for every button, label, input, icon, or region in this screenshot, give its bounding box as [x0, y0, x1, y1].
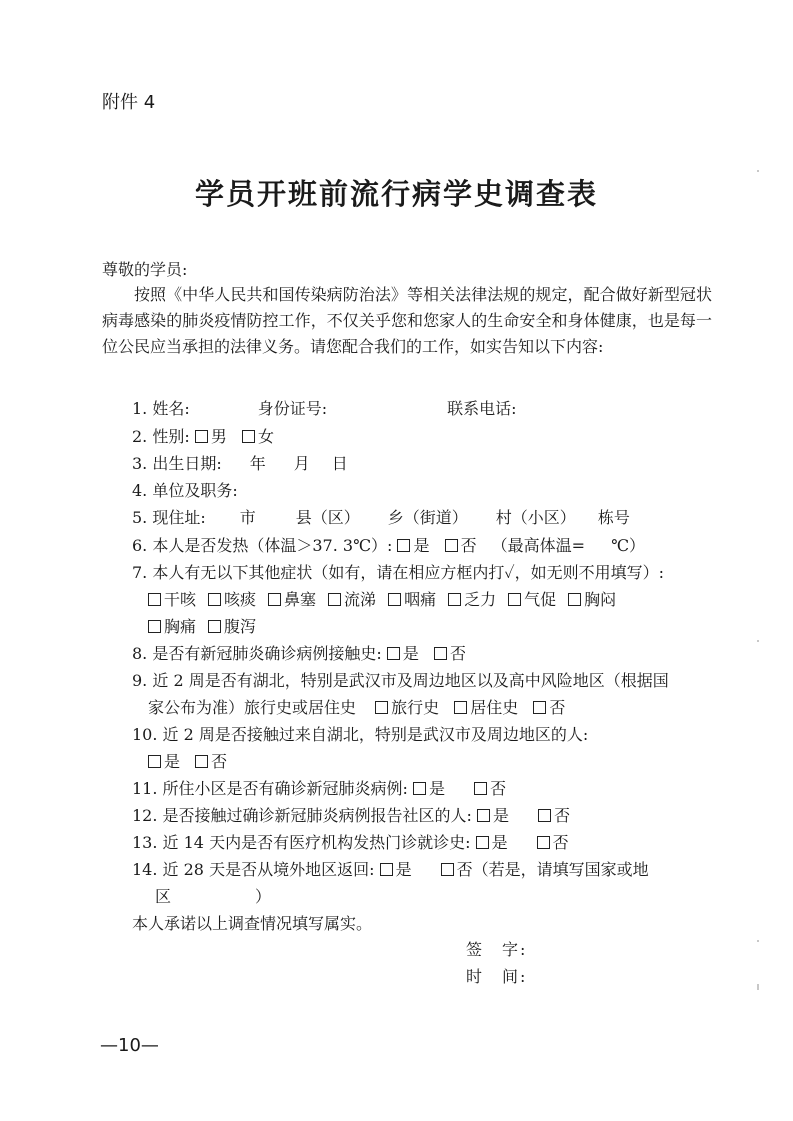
scan-speck	[757, 170, 759, 172]
q13-yes-option[interactable]: 是	[476, 830, 508, 853]
symptom-option[interactable]	[388, 587, 436, 610]
fever-label: 6. 本人是否发热（体温＞37. 3℃）:	[132, 536, 393, 555]
checkbox[interactable]	[568, 593, 581, 606]
gender-female-option[interactable]: 女	[242, 424, 274, 447]
q5-row	[132, 505, 630, 528]
q9-reside-option[interactable]: 居住史	[454, 695, 518, 718]
checkbox[interactable]	[538, 809, 551, 822]
q1-row	[132, 396, 517, 419]
checkbox[interactable]	[268, 593, 281, 606]
q14-yes-option[interactable]: 是	[380, 857, 412, 880]
q11-label: 11. 所住小区是否有确诊新冠肺炎病例:	[132, 779, 408, 798]
q12-label: 12. 是否接触过确诊新冠肺炎病例报告社区的人:	[132, 806, 472, 825]
q8-no-option[interactable]: 否	[434, 641, 466, 664]
gender-label: 2. 性别:	[132, 427, 190, 446]
q10-label: 10. 近 2 周是否接触过来自湖北，特别是武汉市及周边地区的人:	[132, 725, 589, 744]
village-label: 村（小区）	[495, 508, 576, 527]
checkbox[interactable]	[195, 755, 208, 768]
year-label: 年	[249, 454, 266, 473]
checkbox[interactable]	[388, 593, 401, 606]
intro-paragraph: 按照《中华人民共和国传染病防治法》等相关法律法规的规定，配合做好新型冠状病毒感染的肺炎疫情防控工作，不仅关乎您和您家人的生命安全和身体健康，也是每一位公民应当承担的法律义务。请您配合我们的工作，如实告知以下内容:	[102, 285, 712, 356]
symptom-label: 咽痛	[404, 590, 437, 609]
scan-speck	[757, 984, 759, 990]
q9-label: 家公布为准）旅行史或居住史	[148, 698, 357, 717]
symptom-option[interactable]	[328, 587, 376, 610]
q14-no-option[interactable]: 否（若是，请填写国家或地	[441, 857, 649, 880]
symptom-label: 胸痛	[164, 617, 197, 636]
symptom-option[interactable]	[148, 587, 196, 610]
checkbox[interactable]	[477, 809, 490, 822]
symptom-label: 干咳	[164, 590, 197, 609]
symptom-label: 胸闷	[584, 590, 617, 609]
checkbox[interactable]	[328, 593, 341, 606]
q13-label: 13. 近 14 天内是否有医疗机构发热门诊就诊史:	[132, 833, 471, 852]
q14-line2	[155, 884, 271, 907]
checkbox[interactable]	[537, 836, 550, 849]
checkbox[interactable]	[441, 863, 454, 876]
symptom-label: 腹泻	[224, 617, 257, 636]
city-label: 市	[239, 508, 256, 527]
q12-row	[132, 803, 580, 826]
checkbox[interactable]	[375, 701, 388, 714]
attachment-label: 附件 4	[102, 92, 156, 113]
checkbox[interactable]	[533, 701, 546, 714]
q7-label: 7. 本人有无以下其他症状（如有，请在相应方框内打✓，如无则不用填写）:	[132, 563, 665, 582]
pledge-text: 本人承诺以上调查情况填写属实。	[132, 914, 373, 933]
q9-line2	[148, 695, 575, 718]
county-label: 县（区）	[295, 508, 360, 527]
checkbox[interactable]	[148, 620, 161, 633]
symptom-label: 气促	[524, 590, 557, 609]
page-title: 学员开班前流行病学史调查表	[194, 177, 598, 211]
q9-travel-option[interactable]: 旅行史	[375, 695, 439, 718]
checkbox[interactable]	[448, 593, 461, 606]
checkbox[interactable]	[434, 647, 447, 660]
checkbox[interactable]	[508, 593, 521, 606]
checkbox[interactable]	[413, 782, 426, 795]
q10-no-option[interactable]: 否	[195, 749, 227, 772]
scan-speck	[757, 640, 759, 642]
checkbox[interactable]	[380, 863, 393, 876]
scan-speck	[757, 940, 759, 942]
q11-yes-option[interactable]: 是	[413, 776, 445, 799]
q10-options	[148, 749, 237, 772]
time-field[interactable]: 时 间:	[466, 967, 528, 986]
checkbox[interactable]	[242, 430, 255, 443]
checkbox[interactable]	[208, 620, 221, 633]
contact-history-label: 8. 是否有新冠肺炎确诊病例接触史:	[132, 644, 382, 663]
checkbox[interactable]	[148, 755, 161, 768]
page-number: —10—	[100, 1035, 159, 1056]
q7-symptoms-row1	[148, 587, 628, 610]
symptom-label: 鼻塞	[284, 590, 317, 609]
q6-row	[132, 533, 645, 556]
q13-no-option[interactable]: 否	[537, 830, 569, 853]
fever-no-option[interactable]: 否	[445, 533, 477, 556]
symptom-label: 流涕	[344, 590, 377, 609]
q9-no-option[interactable]: 否	[533, 695, 565, 718]
checkbox[interactable]	[454, 701, 467, 714]
checkbox[interactable]	[208, 593, 221, 606]
q14-row	[132, 857, 659, 880]
q7-symptoms-row2	[148, 614, 268, 637]
town-label: 乡（街道）	[387, 508, 468, 527]
q8-row	[132, 641, 476, 664]
q13-row	[132, 830, 579, 853]
fever-yes-option[interactable]: 是	[397, 533, 429, 556]
checkbox[interactable]	[148, 593, 161, 606]
name-label: 1. 姓名:	[132, 399, 190, 418]
symptom-option[interactable]	[448, 587, 496, 610]
symptom-option[interactable]	[208, 614, 256, 637]
q2-row	[132, 424, 284, 447]
checkbox[interactable]	[474, 782, 487, 795]
q3-row	[132, 451, 348, 474]
day-label: 日	[331, 454, 348, 473]
symptom-option[interactable]	[268, 587, 316, 610]
checkbox[interactable]	[476, 836, 489, 849]
q4-row	[132, 478, 238, 501]
checkbox[interactable]	[445, 539, 458, 552]
employer-label: 4. 单位及职务:	[132, 481, 238, 500]
q9-line1: 9. 近 2 周是否有湖北，特别是武汉市及周边地区以及高中风险地区（根据国	[132, 671, 669, 690]
building-label: 栋号	[597, 508, 630, 527]
address-label: 5. 现住址:	[132, 508, 206, 527]
symptom-label: 乏力	[464, 590, 497, 609]
symptom-option[interactable]	[568, 587, 616, 610]
symptom-option[interactable]	[208, 587, 256, 610]
birthdate-label: 3. 出生日期:	[132, 454, 222, 473]
q11-row	[132, 776, 516, 799]
q12-yes-option[interactable]: 是	[477, 803, 509, 826]
region-label: 区	[155, 887, 172, 906]
id-label: 身份证号:	[257, 399, 328, 418]
month-label: 月	[293, 454, 310, 473]
region-close: ）	[255, 887, 272, 906]
q11-no-option[interactable]: 否	[474, 776, 506, 799]
signature-field[interactable]: 签 字:	[466, 940, 528, 959]
gender-male-option[interactable]: 男	[195, 424, 227, 447]
phone-label: 联系电话:	[447, 399, 517, 418]
q14-label: 14. 近 28 天是否从境外地区返回:	[132, 860, 375, 879]
q12-no-option[interactable]: 否	[538, 803, 570, 826]
symptom-option[interactable]	[508, 587, 556, 610]
symptom-label: 咳痰	[224, 590, 257, 609]
max-temp-label: （最高体温=	[491, 536, 586, 555]
q8-yes-option[interactable]: 是	[387, 641, 419, 664]
q10-yes-option[interactable]: 是	[148, 749, 180, 772]
checkbox[interactable]	[387, 647, 400, 660]
checkbox[interactable]	[195, 430, 208, 443]
symptom-option[interactable]	[148, 614, 196, 637]
checkbox[interactable]	[397, 539, 410, 552]
temp-unit: ℃）	[611, 536, 645, 555]
greeting: 尊敬的学员:	[102, 260, 188, 279]
